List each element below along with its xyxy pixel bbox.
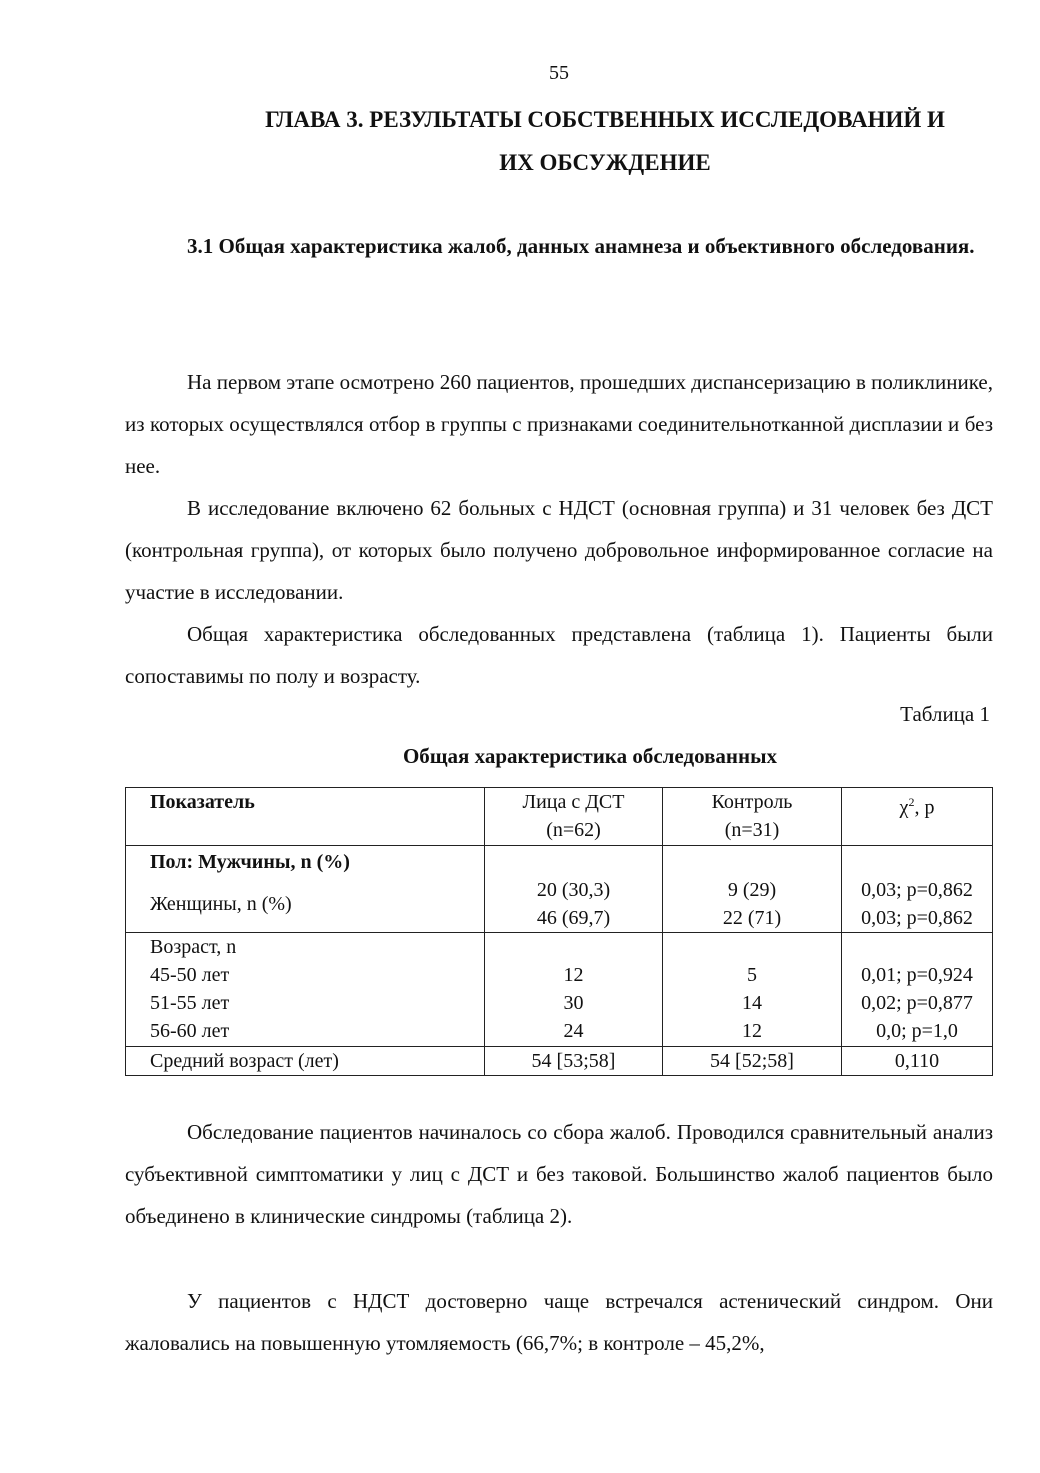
age-label-45-50: 45-50 лет [150, 964, 230, 986]
header-dst-line-2: (n=62) [546, 819, 601, 841]
age-dst [485, 933, 663, 1047]
age-label-51-55: 51-55 лет [150, 992, 230, 1014]
sex-dst [485, 846, 663, 933]
sex-chi-women: 0,03; p=0,862 [861, 907, 973, 929]
sex-women-label: Женщины, n (%) [150, 893, 292, 915]
mean-age-label: Средний возраст (лет) [126, 1047, 485, 1076]
sex-labels [126, 846, 485, 933]
paragraph-3: Общая характеристика обследованных представлена (таблица 1). Пациенты были сопоставимы по полу и возрасту. [125, 622, 993, 688]
table-row-sex [126, 846, 993, 933]
paragraph-4: Обследование пациентов начиналось со сбора жалоб. Проводился сравнительный анализ субъективной симптоматики у лиц с ДСТ и без таковой. Большинство жалоб пациентов было объединено в клинические синдромы (таблица 2). [125, 1120, 993, 1228]
sex-chi-men: 0,03; p=0,862 [861, 879, 973, 901]
page-number: 55 [549, 62, 569, 84]
age-label-56-60: 56-60 лет [150, 1020, 230, 1042]
sex-men-label: Пол: Мужчины, n (%) [150, 851, 350, 873]
chapter-title [200, 98, 1010, 184]
age-chi-45-50: 0,01; p=0,924 [861, 964, 973, 986]
age-label-header: Возраст, n [150, 936, 237, 958]
age-dst-56-60: 24 [563, 1020, 584, 1042]
age-chi [842, 933, 993, 1047]
header-chi [842, 788, 993, 846]
paragraph-5: У пациентов с НДСТ достоверно чаще встречался астенический синдром. Они жаловались на повышенную утомляемость (66,7%; в контроле – 45,2%, [125, 1289, 993, 1355]
mean-age-control: 54 [52;58] [663, 1047, 842, 1076]
chapter-title-line-1: ГЛАВА 3. РЕЗУЛЬТАТЫ СОБСТВЕННЫХ ИССЛЕДОВАНИЙ И [265, 107, 945, 132]
sex-control [663, 846, 842, 933]
header-control [663, 788, 842, 846]
age-control-45-50: 5 [747, 964, 757, 986]
sex-dst-women: 46 (69,7) [536, 907, 611, 929]
table-caption: Общая характеристика обследованных [402, 744, 778, 768]
sex-control-men: 9 (29) [727, 879, 777, 901]
table-row-age [126, 933, 993, 1047]
age-chi-56-60: 0,0; p=1,0 [876, 1020, 958, 1042]
header-dst [485, 788, 663, 846]
section-title: 3.1 Общая характеристика жалоб, данных анамнеза и объективного обследования. [187, 234, 975, 258]
table-header-row [126, 788, 993, 846]
header-chi-rest: , p [914, 796, 935, 819]
age-dst-45-50: 12 [563, 964, 584, 986]
age-control-51-55: 14 [742, 992, 762, 1014]
chapter-title-line-2: ИХ ОБСУЖДЕНИЕ [499, 150, 711, 175]
mean-age-chi: 0,110 [842, 1047, 993, 1076]
age-control [663, 933, 842, 1047]
header-dst-line-1: Лица с ДСТ [522, 791, 625, 813]
header-chi-symbol: χ [899, 796, 909, 819]
paragraph-1: На первом этапе осмотрено 260 пациентов, прошедших диспансеризацию в поликлинике, из которых осуществлялся отбор в группы с признаками соединительнотканной дисплазии и без нее. [125, 370, 993, 478]
age-labels [126, 933, 485, 1047]
header-control-line-1: Контроль [711, 791, 793, 813]
header-control-line-2: (n=31) [724, 819, 780, 841]
age-dst-51-55: 30 [563, 992, 584, 1014]
table-label: Таблица 1 [900, 702, 990, 726]
characteristics-table [125, 787, 993, 1076]
mean-age-dst: 54 [53;58] [485, 1047, 663, 1076]
header-indicator: Показатель [126, 788, 485, 846]
table-row-mean-age [126, 1047, 993, 1076]
paragraph-2: В исследование включено 62 больных с НДСТ (основная группа) и 31 человек без ДСТ (контрольная группа), от которых было получено добровольное информированное согласие на участие в исследовании. [125, 496, 993, 604]
sex-dst-men: 20 (30,3) [536, 879, 611, 901]
age-control-56-60: 12 [742, 1020, 762, 1042]
age-chi-51-55: 0,02; p=0,877 [861, 992, 973, 1014]
sex-chi [842, 846, 993, 933]
header-chi-sup: 2 [908, 795, 915, 809]
sex-control-women: 22 (71) [722, 907, 782, 929]
